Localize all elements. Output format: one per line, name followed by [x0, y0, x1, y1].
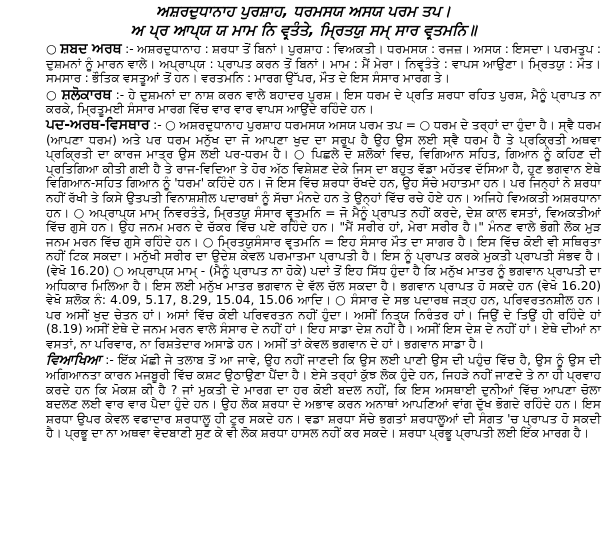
shloka-meaning-section [6, 88, 601, 117]
word-meanings-bullet: ○ [46, 42, 57, 56]
verse-line-2: ਅ ਪ੍ਰ ਆਪ੍ਯ ਯ ਮਾਮ ਨਿ ਵਰ੍ਤੰਤੇ, ਮ੍ਰਿਤਯੁ ਸਮ੍ ਸਾਰ ਵਰ੍ਤਮਨਿ॥ [130, 21, 477, 39]
shloka-meaning-heading: ਸ਼ਲੋਕਾਰਥ [61, 86, 112, 103]
word-meanings-text: :- ਅਸ਼ਰਦੁਧਾਨਾਹ : ਸ਼ਰਧਾ ਤੋਂ ਬਿਨਾਂ। ਪੁਰਸ਼ਾਹ : ਵਿਅਕਤੀ। ਧਰਮਸਯ : ਰਜਜ਼। ਅਸਯ : ਇਸਦਾ। ਪਰਮਤੁਪ : ਦੁਸ਼ਮਨਾਂ ਨੂੰ ਮਾਰਨ ਵਾਲੇ। ਅਪ੍ਰਾਪ੍ਯ : ਪ੍ਰਾਪਤ ਕਰਨ ਤੋਂ ਬਿਨਾਂ। ਮਾਮ : ਮੈਂ ਮੇਰਾ। ਨਿਵਰ੍ਤੰਤੇ : ਵਾਪਸ ਆਉਣਾ। ਮ੍ਰਿਤਯੁ : ਮੌਤ। ਸਮਸਾਰ : ਭੌਤਿਕ ਵਸਤੂਆਂ ਤੋਂ ਹਨ। ਵਰਤਮਨਿ : ਮਾਰਗ ਉੱਪਰ, ਮੌਤ ਦੇ ਇਸ ਸੰਸਾਰ ਮਾਰਗ ਤੇ। [46, 42, 601, 86]
shloka-meaning-text: :- ਹੇ ਦੁਸ਼ਮਨਾਂ ਦਾ ਨਾਸ਼ ਕਰਨ ਵਾਲੇ ਬਹਾਦਰ ਪੁਰਸ਼। ਇਸ ਧਰਮ ਦੇ ਪ੍ਰਤਿ ਸ਼ਰਧਾ ਰਹਿਤ ਪੁਰਸ਼, ਮੈਨੂੰ ਪ੍ਰਾਪਤ ਨਾ ਕਰਕੇ, ਮ੍ਰਿਤੂਮਈ ਸੰਸਾਰ ਮਾਰਗ ਵਿੱਚ ਵਾਰ ਵਾਰ ਵਾਪਸ ਆਉਂਦੇ ਰਹਿੰਦੇ ਹਨ। [46, 87, 602, 117]
paraphrase-heading: ਪਦ-ਅਰਥ-ਵਿਸਥਾਰ [46, 116, 150, 133]
word-meanings-heading: ਸ਼ਬਦ ਅਰਥ [60, 41, 122, 57]
verse-line-1: ਅਸ਼ਰਦੁਧਾਨਾਹ ਪੁਰਸ਼ਾਹ, ਧਰਮਸਯ ਅਸਯ ਪਰਮ ਤਪ। [156, 2, 451, 20]
paraphrase-section [6, 118, 601, 352]
shloka-meaning-bullet: ○ [46, 87, 58, 102]
explanation-text: :- ਇੱਕ ਮੱਛੀ ਜੇ ਤਲਾਬ ਤੋਂ ਆ ਜਾਵੇ, ਉਹ ਨਹੀਂ ਜਾਣਦੀ ਕਿ ਉਸ ਲਈ ਪਾਣੀ ਉਸ ਦੀ ਪਹੁੰਚ ਵਿੱਚ ਹੈ, ਉਸ ਨੂੰ ਉਸ ਦੀ ਅਗਿਆਨਤਾ ਕਾਰਨ ਮਜਬੂਰੀ ਵਿੱਚ ਕਸ਼ਟ ਉਠਾਉਣਾ ਪੈਂਦਾ ਹੈ। ਏਸੇ ਤਰ੍ਹਾਂ ਕੁੱਝ ਲੋਕ ਹੁੰਦੇ ਹਨ, ਜਿਹੜੇ ਨਹੀਂ ਜਾਣਦੇ ਤੇ ਨਾ ਹੀ ਪ੍ਰਵਾਹ ਕਰਦੇ ਹਨ ਕਿ ਮੋਕਸ਼ ਕੀ ਹੈ ? ਜਾਂ ਮੁਕਤੀ ਦੇ ਮਾਰਗ ਦਾ ਹਰ ਕੋਈ ਬਦਲ ਨਹੀਂ, ਕਿ ਇਸ ਅਸਥਾਈ ਦੁਨੀਆਂ ਵਿੱਚ ਆਪਣਾ ਚੋਲਾ ਬਦਲਣ ਲਈ ਵਾਰ ਵਾਰ ਪੈਦਾ ਹੁੰਦੇ ਹਨ। ਉਹ ਲੋਕ ਸ਼ਰਧਾ ਦੇ ਅਭਾਵ ਕਰਨ ਅਨਾਥਾਂ ਆਪਣਿਆਂ ਵਾਂਗ ਦੁੱਖ ਭੋਗਦੇ ਰਹਿੰਦੇ ਹਨ। ਇਸ ਸ਼ਰਧਾ ਉਪਰ ਕੇਵਲ ਵਫਾਦਾਰ ਸ਼ਰਧਾਲੂ ਹੀ ਟੁਰ ਸਕਦੇ ਹਨ। ਵਡਾ ਸ਼ਰਧਾ ਸੱਚੇ ਭਗਤਾਂ ਸ਼ਰਧਾਲੂਆਂ ਦੀ ਸੰਗਤ 'ਚ ਪ੍ਰਾਪਤ ਹੋ ਸਕਦੀ ਹੈ। ਪ੍ਰਭੂ ਦਾ ਨਾ ਅਥਵਾ ਵੇਦਬਾਣੀ ਸੁਣ ਕੇ ਵੀ ਲੋਕ ਸ਼ਰਧਾ ਹਾਸਲ ਨਹੀਂ ਕਰ ਸਕਦੇ। ਸ਼ਰਧਾ ਪ੍ਰਭੂ ਪ੍ਰਾਪਤੀ ਲਈ ਇੱਕ ਮਾਰਗ ਹੈ। [46, 353, 602, 441]
explanation-section [6, 353, 601, 441]
word-meanings-section [6, 42, 601, 86]
explanation-heading: ਵਿਆਖਿਆ [46, 352, 102, 369]
paraphrase-text: :- ○ ਅਸ਼ਰਦੁਧਾਨਾਹ ਪੁਰਸ਼ਾਹ ਧਰਮਸਯ ਅਸਯ ਪਰਮ ਤਪ = ○ ਧਰਮ ਦੇ ਤਰ੍ਹਾਂ ਦਾ ਹੁੰਦਾ ਹੈ। ਸ੍ਵੈ ਧਰਮ (ਆਪਣਾ ਧਰਮ) ਅਤੇ ਪਰ ਧਰਮ ਮਨੁੱਖ ਦਾ ਜੋ ਆਪਣਾ ਖੁਦ ਦਾ ਸਰੂਪ ਹੈ ਉਹ ਉਸ ਲਈ ਸ੍ਵੈ ਧਰਮ ਹੈ ਤੇ ਪ੍ਰਕ੍ਰਿਤੀ ਅਥਵਾ ਪ੍ਰਕ੍ਰਿਤੀ ਦਾ ਕਾਰਜ ਮਾਤ੍ਰ ਉਸ ਲਈ ਪਰ-ਧਰਮ ਹੈ। ○ ਪਿਛਲੇ ਦੋ ਸ਼ਲੋਕਾਂ ਵਿਚ, ਵਿਗਿਆਨ ਸਹਿਤ, ਗਿਆਨ ਨੂੰ ਕਹਿਣ ਦੀ ਪ੍ਰਤਿਗਿਆ ਕੀਤੀ ਗਈ ਹੈ ਤੇ ਰਾਜ-ਵਿਦਿਆ ਤੇ ਹੋਰ ਅੱਠ ਵਿਸ਼ੇਸ਼ਣ ਦੇਕੇ ਜਿਸ ਦਾ ਬਹੁਤ ਵੱਡਾ ਮਹੱਤਵ ਦੱਸਿਆ ਹੈ, ਹੁਣ ਭਗਵਾਨ ਏਥੇ ਵਿਗਿਆਨ-ਸਹਿਤ ਗਿਆਨ ਨੂੰ 'ਧਰਮ' ਕਹਿੰਦੇ ਹਨ। ਜੋ ਇਸ ਵਿੱਚ ਸ਼ਰਧਾ ਰੱਖਦੇ ਹਨ, ਉਹ ਸੱਚੇ ਮਹਾਤਮਾ ਹਨ। ਪਰ ਜਿਨ੍ਹਾਂ ਨੇ ਸ਼ਰਧਾ ਨਹੀਂ ਰੱਖੀ ਤੇ ਕਿਸੇ ਉਤਪਤੀ ਵਿਨਾਸ਼ਸ਼ੀਲ ਪਦਾਰਥਾਂ ਨੂੰ ਸੱਚਾ ਮੰਨਦੇ ਹਨ ਤੇ ਉਨ੍ਹਾਂ ਵਿੱਚ ਰਚੇ ਹੋਏ ਹਨ। ਅਜਿਹੇ ਵਿਅਕਤੀ ਅਸ਼ਰਧਾਨਾ ਹਨ। ○ ਅਪ੍ਰਾਪ੍ਯ ਮਾਮ੍ ਨਿਵਰਤੰਤੇ, ਮ੍ਰਿਤਯੁ ਸੰਸਾਰ ਵਰ੍ਤਮਨਿ = ਜੋ ਮੈਨੂੰ ਪ੍ਰਾਪਤ ਨਹੀਂ ਕਰਦੇ, ਦੇਸ਼ ਕਾਲ ਵਸਤਾਂ, ਵਿਅਕਤੀਆਂ ਵਿੱਚ ਗੁਸੇ ਹਨ। ਉਹ ਜਨਮ ਮਰਨ ਦੇ ਚੱਕਰ ਵਿੱਚ ਪਏ ਰਹਿੰਦੇ ਹਨ। "ਮੈਂ ਸਰੀਰ ਹਾਂ, ਮੇਰਾ ਸਰੀਰ ਹੈ।" ਮੰਨਣ ਵਾਲੇ ਭੋਗੀ ਲੋਕ ਮੁੜ ਜਨਮ ਮਰਨ ਵਿੱਚ ਗੁਸੇ ਰਹਿੰਦੇ ਹਨ। ○ ਮ੍ਰਿਤਯੁਸੰਸਾਰ ਵਰ੍ਤਮਨਿ = ਇਹ ਸੰਸਾਰ ਮੌਤ ਦਾ ਸਾਗਰ ਹੈ। ਇਸ ਵਿੱਚ ਕੋਈ ਵੀ ਸਥਿਰਤਾ ਨਹੀਂ ਟਿਕ ਸਕਦਾ। ਮਨੁੱਖੀ ਸਰੀਰ ਦਾ ਉਦੇਸ਼ ਕੇਵਲ ਪਰਮਾਤਮਾ ਪ੍ਰਾਪਤੀ ਹੈ। ਇਸ ਨੂੰ ਪ੍ਰਾਪਤ ਕਰਕੇ ਮੁਕਤੀ ਪ੍ਰਾਪਤੀ ਸੰਭਵ ਹੈ। (ਵੇਖੋ 16.20) ○ ਅਪ੍ਰਾਪ੍ਯ ਮਾਮ੍ - (ਮੈਨੂੰ ਪ੍ਰਾਪਤ ਨਾ ਹੋਕੇ) ਪਦਾਂ ਤੋਂ ਇਹ ਸਿੱਧ ਹੁੰਦਾ ਹੈ ਕਿ ਮਨੁੱਖ ਮਾਤਰ ਨੂੰ ਭਗਵਾਨ ਪ੍ਰਾਪਤੀ ਦਾ ਅਧਿਕਾਰ ਮਿਲਿਆ ਹੈ। ਇਸ ਲਈ ਮਨੁੱਖ ਮਾਤਰ ਭਗਵਾਨ ਦੇ ਵੱਲ ਚੱਲ ਸਕਦਾ ਹੈ। ਭਗਵਾਨ ਪ੍ਰਾਪਤ ਹੋ ਸਕਦੇ ਹਨ (ਵੇਖੋ 16.20) ਵੇਖੋ ਸ਼ਲੋਕ ਨੰ: 4.09, 5.17, 8.29, 15.04, 15.06 ਆਦਿ। ○ ਸੰਸਾਰ ਦੇ ਸਭ ਪਦਾਰਥ ਜੜ੍ਹ ਹਨ, ਪਰਿਵਰਤਨਸ਼ੀਲ ਹਨ। ਪਰ ਅਸੀਂ ਖੁਦ ਚੇਤਨ ਹਾਂ। ਅਸਾਂ ਵਿੱਚ ਕੋਈ ਪਰਿਵਰਤਨ ਨਹੀਂ ਹੁੰਦਾ। ਅਸੀਂ ਨਿਤ੍ਯ ਨਿਰੰਤਰ ਹਾਂ। ਜਿਉਂ ਦੇ ਤਿਉਂ ਹੀ ਰਹਿੰਦੇ ਹਾਂ (8.19) ਅਸੀਂ ਏਥੇ ਦੇ ਜਨਮ ਮਰਨ ਵਾਲੇ ਸੰਸਾਰ ਦੇ ਨਹੀਂ ਹਾਂ। ਇਹ ਸਾਡਾ ਦੇਸ਼ ਨਹੀਂ ਹੈ। ਅਸੀਂ ਇਸ ਦੇਸ਼ ਦੇ ਨਹੀਂ ਹਾਂ। ਏਥੇ ਦੀਆਂ ਨਾ ਵਸਤਾਂ, ਨਾ ਪਰਿਵਾਰ, ਨਾ ਰਿਸ਼ਤੇਦਾਰ ਅਸਾਡੇ ਹਨ। ਅਸੀਂ ਤਾਂ ਕੇਵਲ ਭਗਵਾਨ ਦੇ ਹਾਂ। ਭਗਵਾਨ ਸਾਡਾ ਹੈ। [46, 117, 601, 351]
